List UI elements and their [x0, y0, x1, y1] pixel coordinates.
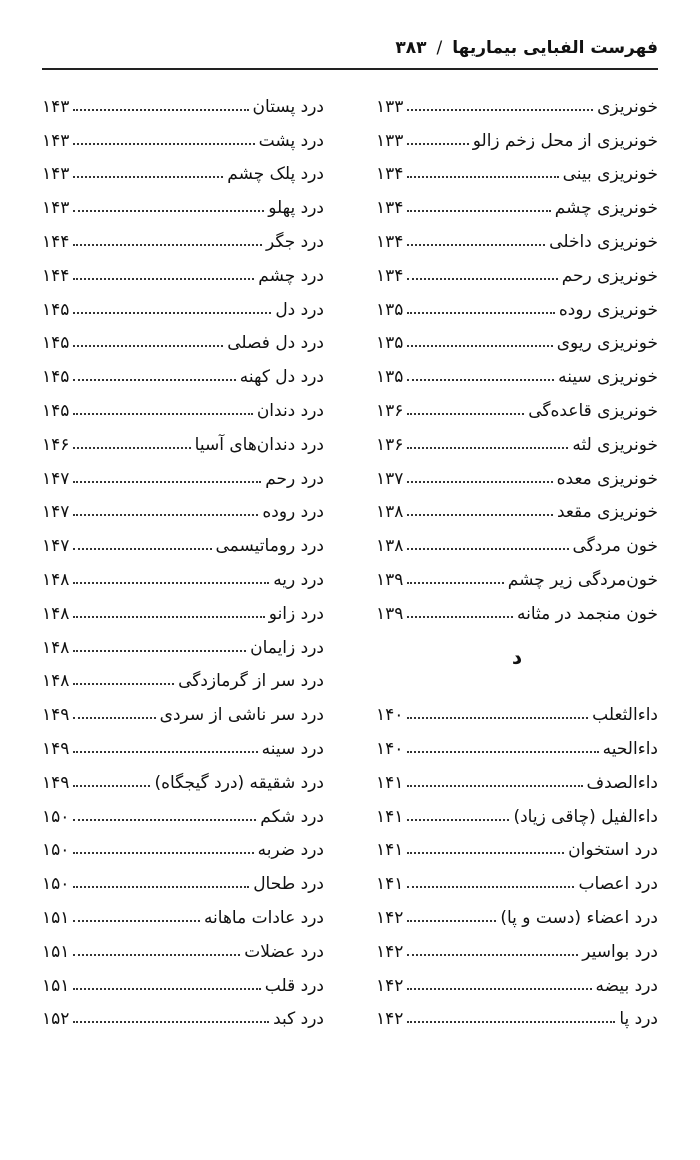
entries-dal-group: [376, 690, 658, 1028]
entry-term: درد رحم: [265, 468, 324, 489]
entry-page-number: ۱۳۴: [376, 164, 404, 185]
index-entry: [376, 82, 658, 116]
dot-leader: [407, 244, 545, 246]
index-entry: [376, 961, 658, 995]
dot-leader: [73, 650, 246, 652]
dot-leader: [407, 920, 496, 922]
entry-term: داءالحیه: [602, 738, 658, 759]
entry-term: خونریزی ریوی: [556, 333, 658, 354]
index-entry: [42, 589, 324, 623]
dot-leader: [407, 345, 552, 347]
index-entry: [376, 420, 658, 454]
entry-page-number: ۱۴۱: [376, 772, 404, 793]
entry-page-number: ۱۴۶: [42, 434, 70, 455]
index-entry: [42, 623, 324, 657]
index-entry: [42, 893, 324, 927]
dot-leader: [407, 582, 503, 584]
entry-term: خون‌مردگی زیر چشم: [507, 569, 658, 590]
entries-kh-group: [376, 82, 658, 623]
entry-term: خونریزی سینه: [558, 367, 658, 388]
entry-term: درد استخوان: [568, 840, 658, 861]
dot-leader: [73, 988, 260, 990]
dot-leader: [73, 514, 258, 516]
entry-term: داءالثعلب: [592, 705, 658, 726]
entry-page-number: ۱۴۲: [376, 941, 404, 962]
dot-leader: [73, 379, 235, 381]
entry-page-number: ۱۳۵: [376, 367, 404, 388]
dot-leader: [407, 616, 513, 618]
entry-page-number: ۱۴۵: [42, 299, 70, 320]
dot-leader: [407, 886, 574, 888]
index-entry: [376, 995, 658, 1029]
dot-leader: [73, 345, 223, 347]
entries-dard-group: [42, 82, 324, 1028]
index-entry: [42, 217, 324, 251]
dot-leader: [407, 785, 582, 787]
entry-term: خونریزی روده: [558, 299, 658, 320]
dot-leader: [407, 143, 468, 145]
entry-term: درد قلب: [264, 975, 324, 996]
index-entry: [42, 758, 324, 792]
entry-page-number: ۱۴۳: [42, 198, 70, 219]
index-entry: [42, 319, 324, 353]
entry-term: درد شقیقه (درد گیجگاه): [154, 772, 324, 793]
dot-leader: [407, 751, 598, 753]
entry-page-number: ۱۴۸: [42, 603, 70, 624]
entry-page-number: ۱۴۷: [42, 536, 70, 557]
entry-page-number: ۱۴۷: [42, 502, 70, 523]
dot-leader: [73, 109, 248, 111]
index-entry: [42, 386, 324, 420]
entry-term: درد روده: [262, 502, 324, 523]
entry-page-number: ۱۳۵: [376, 333, 404, 354]
index-entry: [42, 657, 324, 691]
entry-page-number: ۱۳۸: [376, 502, 404, 523]
dot-leader: [407, 210, 550, 212]
dot-leader: [73, 312, 271, 314]
dot-leader: [407, 481, 552, 483]
index-entry: [376, 319, 658, 353]
entry-term: درد پستان: [252, 96, 324, 117]
index-column-left: [42, 82, 324, 1028]
index-entry: [42, 859, 324, 893]
entry-page-number: ۱۴۵: [42, 367, 70, 388]
entry-page-number: ۱۴۹: [42, 738, 70, 759]
entry-term: داءالفیل (چاقی زیاد): [513, 806, 658, 827]
dot-leader: [73, 683, 174, 685]
entry-page-number: ۱۵۰: [42, 806, 70, 827]
dot-leader: [407, 379, 554, 381]
index-entry: [376, 927, 658, 961]
entry-term: درد سینه: [261, 738, 324, 759]
entry-term: درد جگر: [265, 231, 324, 252]
entry-page-number: ۱۴۸: [42, 569, 70, 590]
index-entry: [42, 488, 324, 522]
dot-leader: [73, 785, 150, 787]
dot-leader: [407, 717, 588, 719]
index-entry: [42, 690, 324, 724]
dot-leader: [73, 616, 264, 618]
index-entry: [376, 589, 658, 623]
dot-leader: [73, 278, 254, 280]
entry-term: درد ریه: [273, 569, 324, 590]
entry-page-number: ۱۳۳: [376, 130, 404, 151]
entry-term: درد دندان‌های آسیا: [194, 434, 324, 455]
index-entry: [376, 116, 658, 150]
entry-term: خونریزی از محل زخم زالو: [472, 130, 658, 151]
index-entry: [42, 183, 324, 217]
dot-leader: [407, 514, 553, 516]
index-entry: [376, 488, 658, 522]
entry-page-number: ۱۳۴: [376, 231, 404, 252]
entry-page-number: ۱۴۴: [42, 265, 70, 286]
entry-term: درد سر ناشی از سردی: [159, 705, 324, 726]
entry-page-number: ۱۳۶: [376, 434, 404, 455]
index-entry: [376, 183, 658, 217]
running-header: [42, 28, 658, 70]
entry-term: درد پا: [619, 1009, 658, 1030]
dot-leader: [73, 244, 262, 246]
dot-leader: [73, 920, 200, 922]
index-entry: [376, 792, 658, 826]
dot-leader: [73, 582, 269, 584]
dot-leader: [407, 109, 593, 111]
entry-page-number: ۱۳۴: [376, 265, 404, 286]
index-entry: [376, 724, 658, 758]
entry-page-number: ۱۴۰: [376, 738, 404, 759]
dot-leader: [73, 717, 155, 719]
entry-page-number: ۱۵۱: [42, 975, 70, 996]
index-entry: [42, 724, 324, 758]
dot-leader: [407, 954, 578, 956]
index-entry: [42, 826, 324, 860]
entry-term: درد شکم: [260, 806, 324, 827]
section-letter-dal: د: [511, 644, 523, 669]
dot-leader: [407, 176, 558, 178]
entry-term: خونریزی رحم: [561, 265, 658, 286]
entry-term: درد پشت: [258, 130, 324, 151]
entry-page-number: ۱۴۲: [376, 1009, 404, 1030]
entry-term: خونریزی قاعده‌گی: [528, 400, 658, 421]
entry-term: داءالصدف: [586, 772, 658, 793]
dot-leader: [73, 886, 249, 888]
header-title: فهرست الفبایی بیماریها: [452, 38, 658, 58]
dot-leader: [73, 143, 254, 145]
entry-page-number: ۱۳۴: [376, 198, 404, 219]
entry-term: درد عادات ماهانه: [203, 907, 324, 928]
index-entry: [376, 454, 658, 488]
entry-page-number: ۱۴۱: [376, 874, 404, 895]
index-entry: [376, 217, 658, 251]
entry-term: درد بواسیر: [582, 941, 658, 962]
index-entry: [42, 454, 324, 488]
index-entry: [42, 961, 324, 995]
dot-leader: [407, 278, 557, 280]
entry-page-number: ۱۳۹: [376, 603, 404, 624]
entry-term: درد طحال: [253, 874, 324, 895]
entry-term: درد پلک چشم: [227, 164, 324, 185]
entry-term: خونریزی چشم: [554, 198, 658, 219]
dot-leader: [407, 312, 554, 314]
entry-term: درد اعضاء (دست و پا): [500, 907, 658, 928]
index-entry: [376, 826, 658, 860]
entry-term: درد زایمان: [250, 637, 324, 658]
entry-page-number: ۱۳۷: [376, 468, 404, 489]
index-entry: [376, 758, 658, 792]
entry-term: درد عضلات: [244, 941, 324, 962]
index-entry: [42, 82, 324, 116]
entry-term: خونریزی: [597, 96, 658, 117]
index-entry: [42, 555, 324, 589]
index-entry: [376, 555, 658, 589]
entry-term: خون منجمد در مثانه: [517, 603, 658, 624]
entry-term: درد اعصاب: [578, 874, 658, 895]
entry-page-number: ۱۵۱: [42, 941, 70, 962]
entry-page-number: ۱۵۰: [42, 840, 70, 861]
entry-page-number: ۱۳۸: [376, 536, 404, 557]
entry-page-number: ۱۴۷: [42, 468, 70, 489]
entry-page-number: ۱۴۲: [376, 907, 404, 928]
entry-page-number: ۱۵۲: [42, 1009, 70, 1030]
index-entry: [376, 690, 658, 724]
dot-leader: [407, 988, 591, 990]
entry-term: خونریزی معده: [556, 468, 658, 489]
dot-leader: [73, 954, 240, 956]
dot-leader: [407, 1021, 615, 1023]
index-entry: [42, 352, 324, 386]
dot-leader: [73, 548, 211, 550]
entry-page-number: ۱۴۹: [42, 705, 70, 726]
index-entry: [42, 150, 324, 184]
entry-page-number: ۱۴۳: [42, 130, 70, 151]
dot-leader: [407, 819, 509, 821]
index-entry: [376, 285, 658, 319]
index-entry: [376, 251, 658, 285]
entry-page-number: ۱۵۰: [42, 874, 70, 895]
entry-page-number: ۱۴۹: [42, 772, 70, 793]
entry-page-number: ۱۴۳: [42, 164, 70, 185]
entry-term: خونریزی داخلی: [549, 231, 658, 252]
index-entry: [42, 792, 324, 826]
dot-leader: [407, 447, 568, 449]
entry-page-number: ۱۵۱: [42, 907, 70, 928]
index-entry: [376, 352, 658, 386]
index-entry: [42, 251, 324, 285]
index-entry: [376, 386, 658, 420]
index-entry: [42, 285, 324, 319]
entry-term: درد دندان: [256, 400, 324, 421]
dot-leader: [73, 852, 253, 854]
index-entry: [376, 150, 658, 184]
dot-leader: [73, 447, 190, 449]
entry-page-number: ۱۴۴: [42, 231, 70, 252]
entry-page-number: ۱۴۵: [42, 400, 70, 421]
header-page-number: ۳۸۳: [395, 38, 427, 58]
entry-term: درد دل کهنه: [239, 367, 324, 388]
entry-term: درد چشم: [258, 265, 324, 286]
entry-page-number: ۱۴۱: [376, 840, 404, 861]
entry-term: درد پهلو: [268, 198, 324, 219]
dot-leader: [407, 852, 564, 854]
entry-term: درد بیضه: [595, 975, 658, 996]
index-entry: [42, 521, 324, 555]
index-entry: [376, 521, 658, 555]
dot-leader: [73, 751, 257, 753]
dot-leader: [73, 413, 252, 415]
entry-term: درد روماتیسمی: [215, 536, 324, 557]
entry-term: خون مردگی: [572, 536, 658, 557]
entry-page-number: ۱۴۸: [42, 671, 70, 692]
entry-term: درد کبد: [273, 1009, 324, 1030]
entry-term: خونریزی بینی: [562, 164, 658, 185]
entry-page-number: ۱۳۶: [376, 400, 404, 421]
index-entry: [42, 927, 324, 961]
dot-leader: [407, 413, 524, 415]
entry-term: درد دل: [275, 299, 324, 320]
dot-leader: [73, 1021, 269, 1023]
entry-page-number: ۱۳۵: [376, 299, 404, 320]
entry-page-number: ۱۳۹: [376, 569, 404, 590]
entry-page-number: ۱۳۳: [376, 96, 404, 117]
entry-page-number: ۱۴۸: [42, 637, 70, 658]
entry-page-number: ۱۴۱: [376, 806, 404, 827]
entry-term: خونریزی لثه: [572, 434, 658, 455]
dot-leader: [73, 819, 256, 821]
entry-term: درد سر از گرمازدگی: [178, 671, 324, 692]
dot-leader: [407, 548, 568, 550]
entry-page-number: ۱۴۵: [42, 333, 70, 354]
entry-page-number: ۱۴۲: [376, 975, 404, 996]
dot-leader: [73, 481, 261, 483]
index-entry: [42, 420, 324, 454]
index-column-right: [376, 82, 658, 1028]
index-entry: [42, 995, 324, 1029]
header-separator: /: [436, 38, 443, 58]
entry-term: درد ضربه: [257, 840, 324, 861]
index-entry: [376, 859, 658, 893]
entry-term: خونریزی مقعد: [556, 502, 658, 523]
entry-term: درد دل فصلی: [227, 333, 324, 354]
index-entry: [376, 893, 658, 927]
entry-page-number: ۱۴۰: [376, 705, 404, 726]
dot-leader: [73, 210, 264, 212]
entry-term: درد زانو: [268, 603, 324, 624]
dot-leader: [73, 176, 223, 178]
entry-page-number: ۱۴۳: [42, 96, 70, 117]
index-entry: [42, 116, 324, 150]
